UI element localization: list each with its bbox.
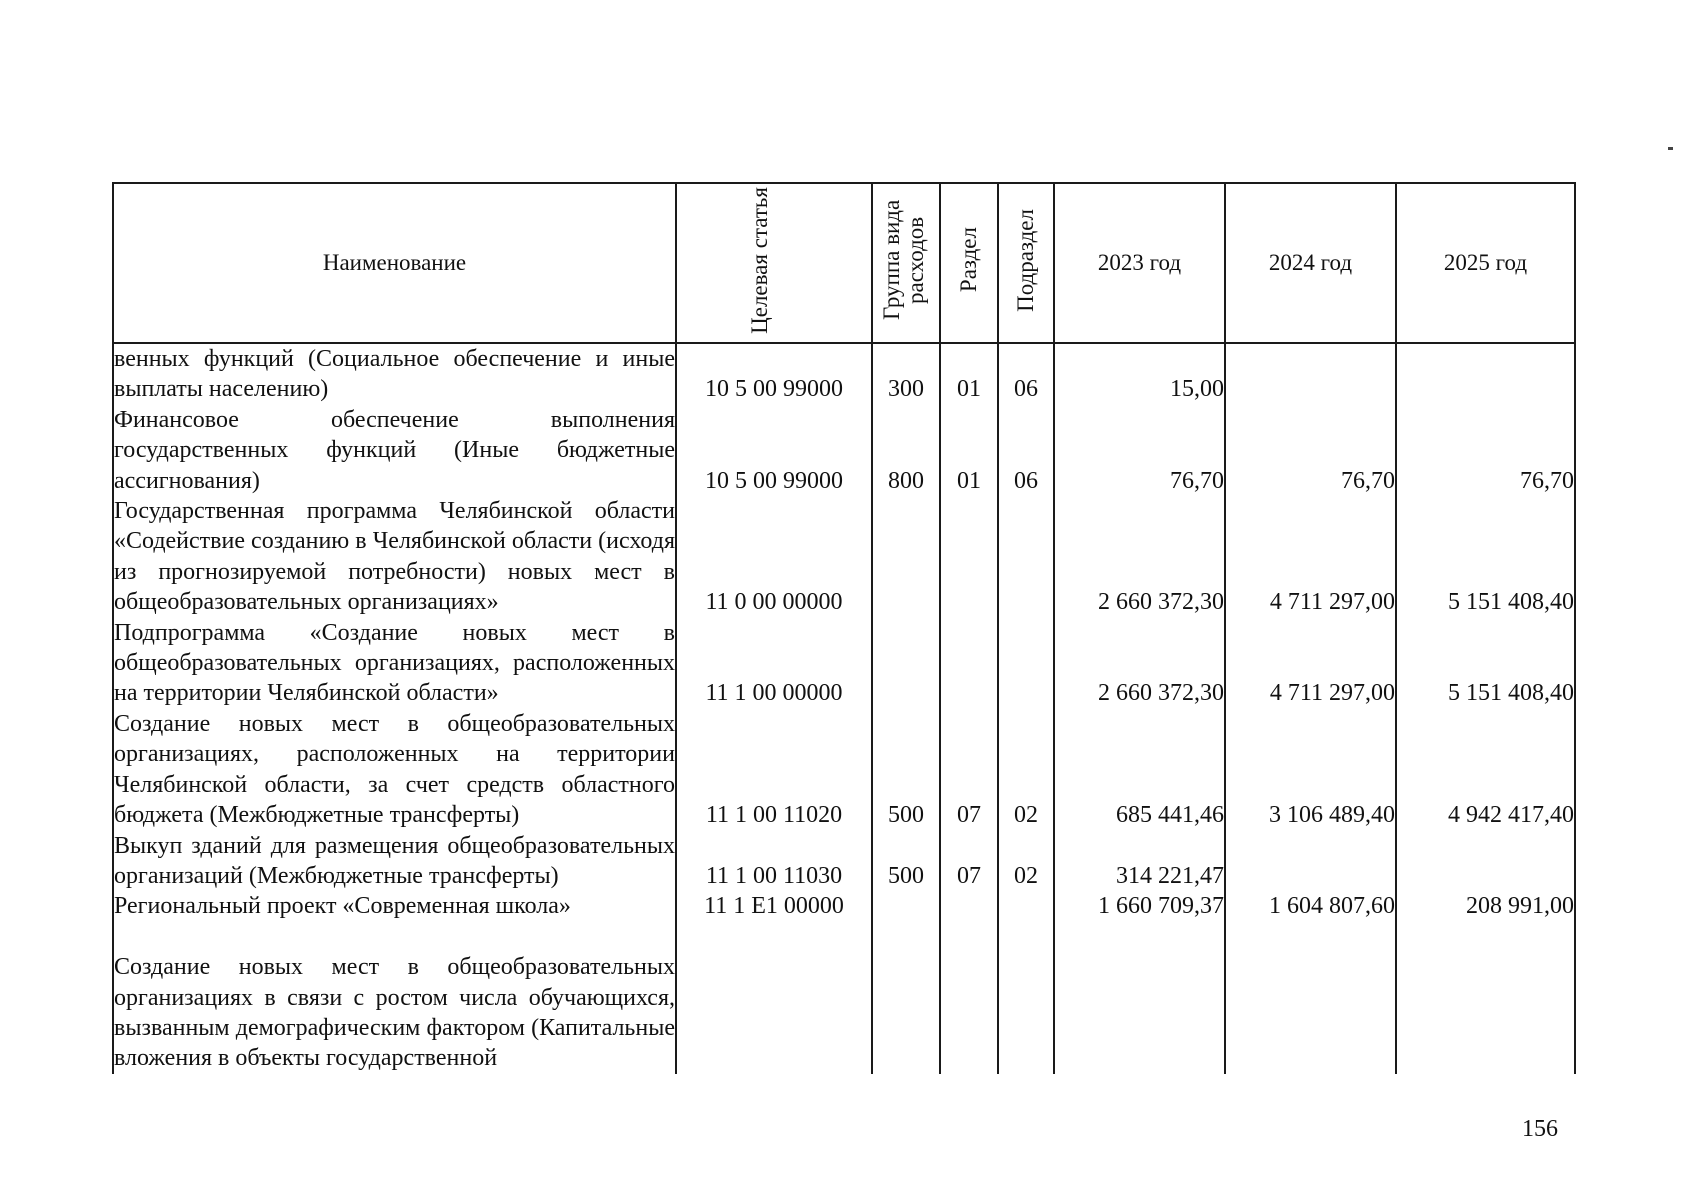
row-2025: [1396, 831, 1575, 892]
row-subsection: [998, 891, 1054, 921]
row-subsection: [998, 922, 1054, 1074]
header-group-label: Группа вида расходов: [879, 199, 928, 321]
row-2024: 4 711 297,00: [1225, 618, 1396, 709]
table-row: [113, 891, 1575, 921]
row-2023: [1054, 922, 1225, 1074]
header-name: [113, 183, 676, 343]
row-section: 07: [940, 709, 998, 831]
header-name-label: Наименование: [322, 250, 467, 275]
row-name: Финансовое обеспечение выполнения государственных функций (Иные бюджетные ассигнования): [113, 405, 676, 496]
header-subsection-label: Подраздел: [1013, 208, 1038, 312]
table-row: [113, 831, 1575, 892]
row-2025: [1396, 922, 1575, 1074]
header-group: [872, 183, 940, 343]
row-code: 11 1 00 11020: [676, 709, 872, 831]
header-2023-label: 2023 год: [1097, 250, 1182, 275]
row-2025: 76,70: [1396, 405, 1575, 496]
row-2023: 15,00: [1054, 343, 1225, 405]
table-row: [113, 618, 1575, 709]
header-target-label: Целевая статья: [747, 186, 772, 334]
row-section: [940, 922, 998, 1074]
row-subsection: [998, 618, 1054, 709]
row-code: 10 5 00 99000: [676, 405, 872, 496]
row-2024: 76,70: [1225, 405, 1396, 496]
row-2024: 4 711 297,00: [1225, 496, 1396, 618]
row-2024: [1225, 922, 1396, 1074]
row-group: 300: [872, 343, 940, 405]
row-code: 11 1 00 00000: [676, 618, 872, 709]
row-group: 800: [872, 405, 940, 496]
row-section: 01: [940, 405, 998, 496]
row-subsection: 02: [998, 831, 1054, 892]
row-subsection: 06: [998, 405, 1054, 496]
row-subsection: 02: [998, 709, 1054, 831]
row-code: [676, 922, 872, 1074]
table-header: [113, 183, 1575, 343]
header-2025-label: 2025 год: [1443, 250, 1528, 275]
page-number: 156: [1522, 1116, 1558, 1142]
row-code: 11 1 00 11030: [676, 831, 872, 892]
header-target: [676, 183, 872, 343]
scan-mark: [1668, 147, 1673, 150]
row-name: венных функций (Социальное обеспечение и иные выплаты населению): [113, 343, 676, 405]
table-row: [113, 922, 1575, 1074]
row-section: 07: [940, 831, 998, 892]
row-name: Создание новых мест в общеобразовательных организациях, расположенных на территории Челябинской области, за счет средств областного бюджета (Межбюджетные трансферты): [113, 709, 676, 831]
row-2023: 2 660 372,30: [1054, 618, 1225, 709]
table-body: [113, 343, 1575, 1074]
row-group: [872, 922, 940, 1074]
row-name: Подпрограмма «Создание новых мест в общеобразовательных организациях, расположенных на территории Челябинской области»: [113, 618, 676, 709]
row-name: Создание новых мест в общеобразовательных организациях в связи с ростом числа обучающихся, вызванным демографическим фактором (Капитальные вложения в объекты государственной: [113, 922, 676, 1074]
row-2025: 5 151 408,40: [1396, 618, 1575, 709]
row-section: [940, 496, 998, 618]
header-section-label: Раздел: [956, 227, 981, 293]
row-2023: 314 221,47: [1054, 831, 1225, 892]
row-2023: 2 660 372,30: [1054, 496, 1225, 618]
row-group: [872, 618, 940, 709]
row-group: 500: [872, 831, 940, 892]
header-2023: [1054, 183, 1225, 343]
row-code: 10 5 00 99000: [676, 343, 872, 405]
row-2024: [1225, 831, 1396, 892]
header-subsection: [998, 183, 1054, 343]
row-name: Государственная программа Челябинской области «Содействие созданию в Челябинской области (исходя из прогнозируемой потребности) новых мест в общеобразовательных организациях»: [113, 496, 676, 618]
row-2023: 1 660 709,37: [1054, 891, 1225, 921]
row-name: Выкуп зданий для размещения общеобразовательных организаций (Межбюджетные трансферты): [113, 831, 676, 892]
header-2025: [1396, 183, 1575, 343]
row-group: [872, 496, 940, 618]
row-2024: [1225, 343, 1396, 405]
row-group: 500: [872, 709, 940, 831]
row-subsection: [998, 496, 1054, 618]
table-row: [113, 343, 1575, 405]
row-2023: 76,70: [1054, 405, 1225, 496]
row-section: 01: [940, 343, 998, 405]
header-2024-label: 2024 год: [1268, 250, 1353, 275]
row-2025: 5 151 408,40: [1396, 496, 1575, 618]
header-2024: [1225, 183, 1396, 343]
budget-table: [112, 182, 1576, 1074]
row-code: 11 1 E1 00000: [676, 891, 872, 921]
row-subsection: 06: [998, 343, 1054, 405]
table-row: [113, 709, 1575, 831]
row-2024: 3 106 489,40: [1225, 709, 1396, 831]
row-2025: [1396, 343, 1575, 405]
row-section: [940, 618, 998, 709]
row-2024: 1 604 807,60: [1225, 891, 1396, 921]
row-code: 11 0 00 00000: [676, 496, 872, 618]
table-row: [113, 405, 1575, 496]
row-2025: 208 991,00: [1396, 891, 1575, 921]
table-row-program: [113, 496, 1575, 618]
row-2025: 4 942 417,40: [1396, 709, 1575, 831]
row-2023: 685 441,46: [1054, 709, 1225, 831]
row-group: [872, 891, 940, 921]
row-section: [940, 891, 998, 921]
row-name: Региональный проект «Современная школа»: [113, 891, 676, 921]
header-section: [940, 183, 998, 343]
